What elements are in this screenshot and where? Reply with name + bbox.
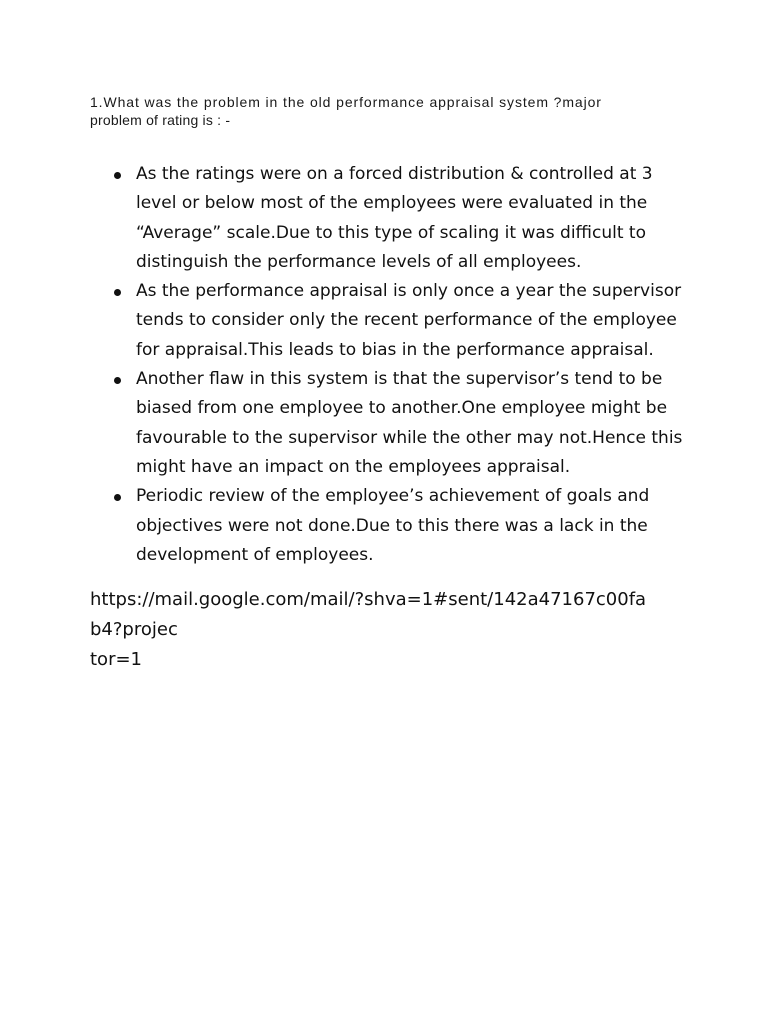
bullet-item: [90, 365, 690, 482]
bullet-text: As the ratings were on a forced distribution & controlled at 3 level or below most of the employees were evaluated in the “Average” scale.Due to this type of scaling it was difficult to distinguish the performance levels of all employees.: [136, 164, 653, 272]
bullet-dot-icon: [114, 289, 121, 296]
url-line-1: https://mail.google.com/mail/?shva=1#sent/142a47167c00fab4?projec: [90, 589, 647, 640]
question-heading: [90, 93, 690, 129]
answer-bullet-list: [90, 160, 690, 570]
url-line-2: tor=1: [90, 649, 143, 670]
bullet-text: Another flaw in this system is that the supervisor’s tend to be biased from one employee to another.One employee might be favourable to the supervisor while the other may not.Hence this might have an impact on the employees appraisal.: [136, 369, 683, 477]
question-line-1: 1.What was the problem in the old performance appraisal system ?major: [90, 94, 602, 110]
bullet-dot-icon: [114, 172, 121, 179]
bullet-dot-icon: [114, 494, 121, 501]
bullet-dot-icon: [114, 377, 121, 384]
bullet-text: As the performance appraisal is only once a year the supervisor tends to consider only the recent performance of the employee for appraisal.This leads to bias in the performance appraisal.: [136, 281, 682, 360]
question-line-2: problem of rating is : -: [90, 112, 231, 128]
bullet-item: [90, 277, 690, 365]
bullet-item: [90, 160, 690, 277]
url-text: [90, 585, 650, 675]
bullet-item: [90, 482, 690, 570]
bullet-text: Periodic review of the employee’s achievement of goals and objectives were not done.Due to this there was a lack in the development of employees.: [136, 486, 650, 565]
